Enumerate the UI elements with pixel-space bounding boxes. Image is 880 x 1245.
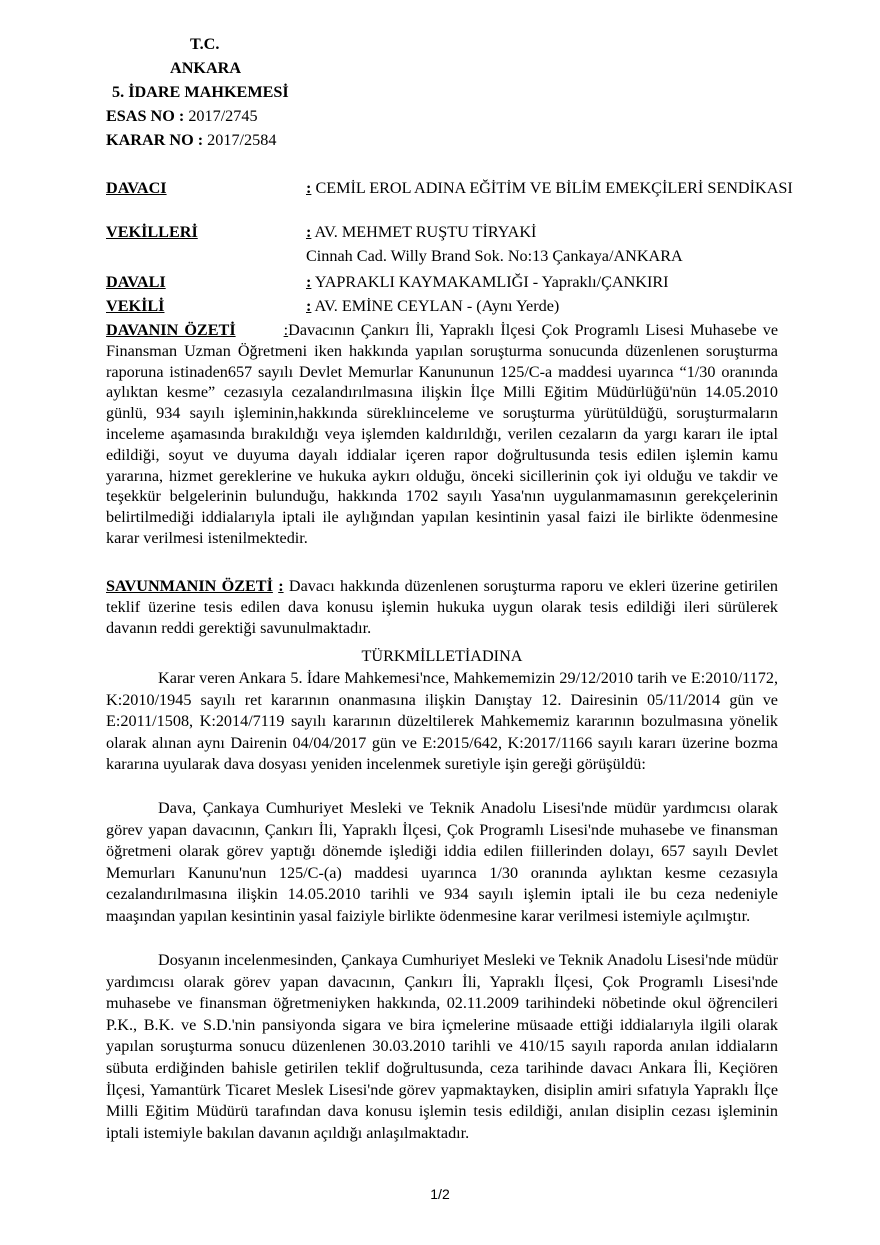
davanin-ozeti-colon: :	[283, 321, 289, 339]
header-court: 5. İDARE MAHKEMESİ	[112, 83, 289, 101]
davanin-ozeti-text: Davacının Çankırı İli, Yapraklı İlçesi Çok Programlı Lisesi Muhasebe ve Finansman Uzman Öğretmeni iken hakkında yapılan soruşturma sonucunda düzenlenen soruşturma raporuna istinaden657 sayılı Devlet Memurlar Kanununun 125/C-a maddesi uyarınca “1/30 oranında aylıktan kesme” cezasıyla cezalandırılmasına ilişkin İlçe Milli Eğitim Müdürlüğü'nün 14.05.2010 günlü, 934 sayılı işleminin,hakkında süreklıinceleme ve soruşturma yürütüldüğü, soruşturmaların inceleme aşamasında bırakıldığı veya işlemden kaldırıldığı, verilen cezaların da yargı kararı ile iptal edildiği, soyut ve duyuma dayalı iddialar içeren rapor doğrultusunda tesis edilen işlemin kamu yararına, hizmet gereklerine ve hukuka aykırı olduğu, önceki sicillerinin çok iyi olduğu ve takdir ve teşekkür belgelerinin bulunduğu, hakkında 1702 sayılı Yasa'nın uygulanmamasının gerekçelerinin belirtilmediği iddialarıyla iptali ile aylığından yapılan kesintinin yasal faizi ile birlikte ödenmesine karar verilmesi istenilmektedir.	[106, 321, 778, 547]
davali-label: DAVALI	[106, 273, 166, 291]
vekili-value	[306, 296, 786, 316]
davali-colon: :	[306, 273, 312, 291]
karar-no-value: 2017/2584	[207, 131, 277, 149]
savunmanin-ozeti-colon: :	[278, 577, 284, 595]
davaci-colon: :	[306, 179, 312, 197]
vekilleri-text: AV. MEHMET RUŞTU TİRYAKİ	[314, 223, 537, 241]
davanin-ozeti	[106, 320, 778, 549]
davaci-text: CEMİL EROL ADINA EĞİTİM VE BİLİM EMEKÇİLERİ SENDİKASI	[315, 179, 793, 197]
paragraph-1: Karar veren Ankara 5. İdare Mahkemesi'nce, Mahkememizin 29/12/2010 tarih ve E:2010/1172, K:2010/1945 sayılı ret kararının onanmasına ilişkin Danıştay 12. Dairesinin 05/11/2014 gün ve E:2011/1508, K:2014/7119 sayılı kararının düzeltilerek Mahkememiz kararının bozulmasına yönelik olarak alınan aynı Dairenin 04/04/2017 gün ve E:2015/642, K:2017/1166 sayılı kararı üzerine bozma kararına uyularak dava dosyası yeniden incelenmek suretiyle işin gereği görüşüldü:	[106, 669, 778, 774]
vekilleri-address: Cinnah Cad. Willy Brand Sok. No:13 Çankaya/ANKARA	[306, 247, 683, 265]
esas-no-label: ESAS NO :	[106, 107, 185, 125]
davaci-value	[306, 178, 795, 198]
vekilleri-label: VEKİLLERİ	[106, 223, 198, 241]
esas-no	[106, 106, 258, 126]
turk-milleti-adina-heading: TÜRKMİLLETİADINA	[361, 647, 523, 665]
paragraph-3: Dosyanın incelenmesinden, Çankaya Cumhuriyet Mesleki ve Teknik Anadolu Lisesi'nde müdür yardımcısı olarak görev yapan davacının, Çankırı İli, Yapraklı İlçesi, Çok Programlı Lisesi'nde muhasebe ve finansman öğretmeniyken hakkında, 02.11.2009 tarihindeki nöbetinde okul öğrencileri P.K., B.K. ve S.D.'nin pansiyonda sigara ve bira içmelerine müsaade ettiği iddialarıyla ilgili olarak yapılan soruşturma sonucu düzenlenen 30.03.2010 tarihli ve 410/15 sayılı raporda anılan iddiaların sübuta erdiğinden bahisle getirilen teklif doğrultusunda, ceza tarihinde davacı Ankara İli, Keçiören İlçesi, Yamantürk Ticaret Meslek Lisesi'nde görev yapmaktayken, disiplin amiri sıfatıyla Yapraklı İlçe Milli Eğitim Müdürü tarafından dava konusu işlemin tesis edildiği, anılan disiplin cezası işleminin iptali istemiyle bakılan davanın açıldığı anlaşılmaktadır.	[106, 951, 778, 1142]
vekili-label: VEKİLİ	[106, 297, 165, 315]
vekili-text: AV. EMİNE CEYLAN - (Aynı Yerde)	[314, 297, 560, 315]
davaci-label: DAVACI	[106, 179, 167, 197]
vekili-colon: :	[306, 297, 312, 315]
vekilleri-value	[306, 222, 786, 242]
karar-no	[106, 130, 276, 150]
karar-no-label: KARAR NO :	[106, 131, 204, 149]
page-number: 1/2	[430, 1186, 450, 1202]
vekilleri-colon: :	[306, 223, 312, 241]
davanin-ozeti-label: DAVANIN ÖZETİ	[106, 321, 236, 339]
header-city: ANKARA	[170, 59, 242, 77]
paragraph-2: Dava, Çankaya Cumhuriyet Mesleki ve Teknik Anadolu Lisesi'nde müdür yardımcısı olarak görev yapan davacının, Çankırı İli, Yapraklı İlçesi, Çok Programlı Lisesi'nde muhasebe ve finansman öğretmeni olarak görev yaptığı dönemde işlediği iddia edilen fiillerinden dolayı, 657 sayılı Devlet Memurları Kanunu'nun 125/C-(a) maddesi uyarınca 1/30 oranında aylıktan kesme cezasıyla cezalandırılmasına ilişkin 14.05.2010 tarihli ve 934 sayılı işlemin iptali ile bu ceza nedeniyle maaşından yapılan kesintinin yasal faiziyle birlikte ödenmesine karar verilmesi istemiyle açılmıştır.	[106, 799, 778, 925]
davali-value	[306, 272, 786, 292]
savunmanin-ozeti	[106, 576, 778, 639]
esas-no-value: 2017/2745	[188, 107, 258, 125]
savunmanin-ozeti-label: SAVUNMANIN ÖZETİ	[106, 577, 273, 595]
savunmanin-ozeti-text: Davacı hakkında düzenlenen soruşturma raporu ve ekleri üzerine getirilen teklif üzerine tesis edilen dava konusu işlemin hukuka uygun olarak tesis edildiği ileri sürülerek davanın reddi gerektiği savunulmaktadır.	[106, 577, 778, 637]
davali-text: YAPRAKLI KAYMAKAMLIĞI - Yapraklı/ÇANKIRI	[314, 273, 669, 291]
header-tc: T.C.	[190, 35, 220, 53]
